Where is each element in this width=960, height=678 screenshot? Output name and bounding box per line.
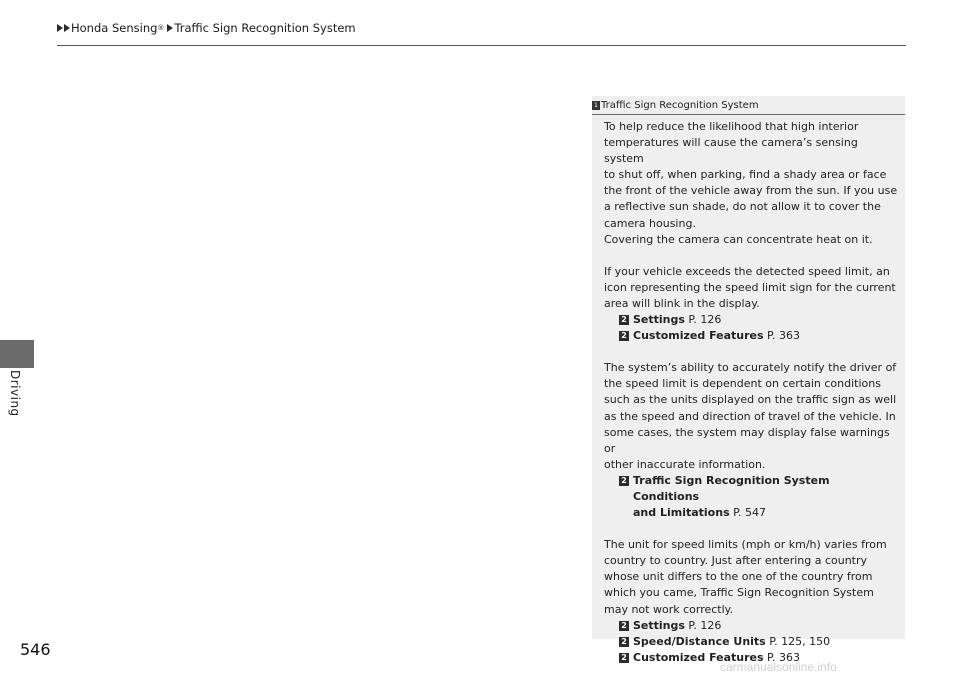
reference-link-speed-distance-units[interactable]: 2 Speed/Distance Units P. 125, 150 (604, 634, 898, 650)
reference-link-customized-features[interactable]: 2 Customized Features P. 363 (604, 650, 898, 666)
note-line: To help reduce the likelihood that high interior (604, 120, 859, 133)
note-line: which you came, Traffic Sign Recognition System (604, 586, 874, 600)
note-line: camera housing. (604, 216, 696, 230)
breadcrumb (57, 19, 356, 37)
header-divider (57, 45, 906, 46)
note-line: The system’s ability to accurately notify the driver of (604, 361, 897, 375)
note-line: the speed limit is dependent on certain conditions (604, 377, 881, 391)
note-line: such as the units displayed on the traffic sign as well (604, 393, 897, 407)
note-line: whose unit differs to the one of the country from (604, 570, 873, 584)
breadcrumb-arrow-icon (167, 24, 173, 32)
note-line: a reflective sun shade, do not allow it to cover the (604, 200, 881, 214)
note-line: Covering the camera can concentrate heat on it. (604, 232, 873, 246)
reference-arrow-icon: 2 (619, 476, 629, 486)
note-line: may not work correctly. (604, 602, 734, 616)
breadcrumb-item-honda-sensing[interactable]: Honda Sensing (71, 21, 158, 35)
section-tab-marker (0, 340, 34, 368)
section-label: Driving (8, 370, 22, 417)
reference-arrow-icon: 2 (619, 315, 629, 325)
note-header (592, 96, 905, 114)
reference-arrow-icon: 2 (619, 653, 629, 663)
breadcrumb-arrow-icon (64, 24, 70, 32)
note-badge-icon: 1 (593, 101, 599, 109)
note-panel (592, 96, 905, 664)
watermark: carmanualsonline.info (720, 660, 837, 674)
reference-link-settings[interactable]: 2 Settings P. 126 (604, 312, 898, 328)
note-line: some cases, the system may display false warnings or (604, 425, 890, 455)
reference-link-conditions-limitations[interactable]: 2 Traffic Sign Recognition System Conditions (604, 473, 898, 505)
note-line: the front of the vehicle away from the sun. If you use (604, 184, 898, 198)
reference-link-settings[interactable]: 2 Settings P. 126 (604, 618, 898, 634)
note-title: Traffic Sign Recognition System (601, 99, 759, 111)
note-line: icon representing the speed limit sign for the current (604, 280, 896, 294)
registered-mark: ® (157, 24, 165, 32)
page-number: 546 (20, 640, 51, 659)
reference-link-conditions-limitations-cont[interactable]: and Limitations P. 547 (633, 506, 767, 520)
reference-arrow-icon: 2 (619, 621, 629, 631)
note-line: country to country. Just after entering a country (604, 554, 868, 568)
reference-link-customized-features[interactable]: 2 Customized Features P. 363 (604, 328, 898, 344)
note-line: other inaccurate information. (604, 457, 766, 471)
note-divider (592, 114, 905, 115)
note-line: as the speed and direction of travel of the vehicle. In (604, 409, 896, 423)
breadcrumb-arrow-icon (57, 24, 63, 32)
note-line: to shut off, when parking, find a shady area or face (604, 168, 887, 182)
breadcrumb-item-traffic-sign[interactable]: Traffic Sign Recognition System (174, 21, 356, 35)
note-line: temperatures will cause the camera’s sensing system (604, 136, 858, 166)
note-body (604, 119, 898, 666)
reference-arrow-icon: 2 (619, 331, 629, 341)
note-line: If your vehicle exceeds the detected speed limit, an (604, 264, 890, 278)
note-line: The unit for speed limits (mph or km/h) varies from (604, 538, 887, 552)
reference-arrow-icon: 2 (619, 637, 629, 647)
note-line: area will blink in the display. (604, 296, 760, 310)
